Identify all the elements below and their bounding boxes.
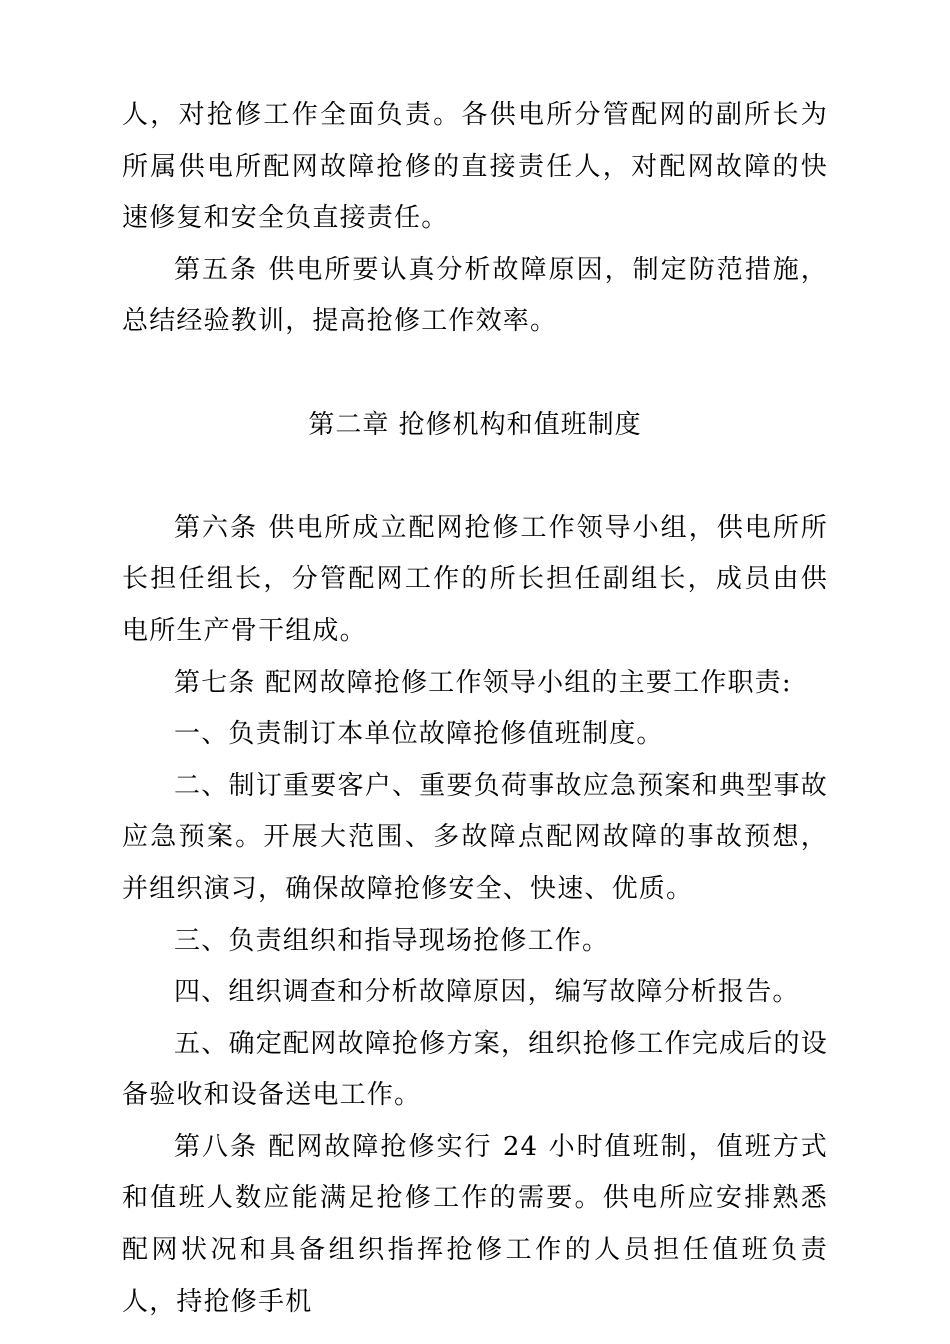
paragraph-continuation: 人，对抢修工作全面负责。各供电所分管配网的副所长为所属供电所配网故障抢修的直接责任人，对配网故障的快速修复和安全负直接责任。 [122, 100, 828, 234]
list-item-5: 五、确定配网故障抢修方案，组织抢修工作完成后的设备验收和设备送电工作。 [122, 1028, 828, 1111]
paragraph-article-8: 第八条 配网故障抢修实行 24 小时值班制，值班方式和值班人数应能满足抢修工作的需要。供电所应安排熟悉配网状况和具备组织指挥抢修工作的人员担任值班负责人，持抢修手机 [122, 1131, 828, 1317]
paragraph-article-5: 第五条 供电所要认真分析故障原因，制定防范措施，总结经验教训，提高抢修工作效率。 [122, 254, 828, 337]
list-item-2: 二、制订重要客户、重要负荷事故应急预案和典型事故应急预案。开展大范围、多故障点配网故障的事故预想，并组织演习，确保故障抢修安全、快速、优质。 [122, 770, 828, 904]
list-item-4: 四、组织调查和分析故障原因，编写故障分析报告。 [174, 977, 800, 1008]
paragraph-article-6: 第六条 供电所成立配网抢修工作领导小组，供电所所长担任组长，分管配网工作的所长担任副组长，成员由供电所生产骨干组成。 [122, 512, 828, 646]
list-item-1: 一、负责制订本单位故障抢修值班制度。 [174, 719, 664, 750]
paragraph-article-7: 第七条 配网故障抢修工作领导小组的主要工作职责: [174, 667, 792, 698]
document-body [122, 90, 828, 1328]
chapter-title: 第二章 抢修机构和值班制度 [308, 409, 642, 440]
list-item-3: 三、负责组织和指导现场抢修工作。 [174, 925, 610, 956]
